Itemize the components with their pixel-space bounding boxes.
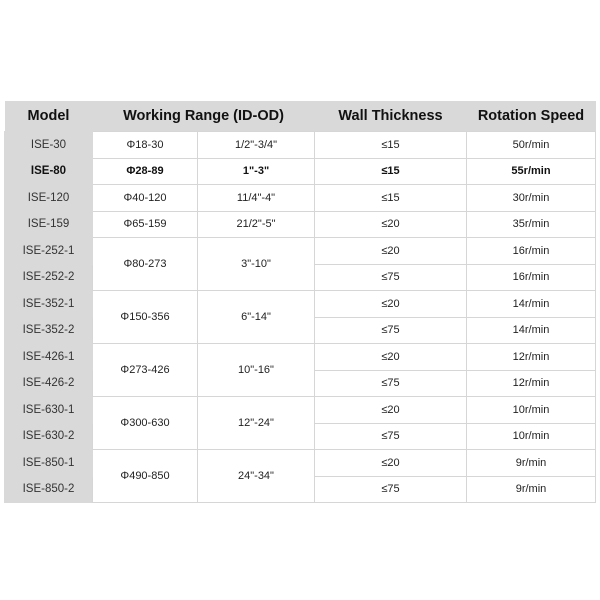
speed-cell: 16r/min	[467, 264, 596, 291]
range-mm-cell: Φ28-89	[93, 158, 198, 185]
range-in-cell: 21/2"-5"	[198, 211, 315, 238]
model-cell: ISE-630-1	[5, 397, 93, 424]
model-cell: ISE-30	[5, 132, 93, 159]
range-in-cell: 1"-3"	[198, 158, 315, 185]
model-cell: ISE-426-1	[5, 344, 93, 371]
wall-cell: ≤15	[315, 158, 467, 185]
speed-cell: 14r/min	[467, 291, 596, 318]
wall-cell: ≤20	[315, 450, 467, 477]
wall-cell: ≤20	[315, 291, 467, 318]
range-mm-cell: Φ150-356	[93, 291, 198, 344]
range-in-cell: 11/4"-4"	[198, 185, 315, 212]
speed-cell: 10r/min	[467, 423, 596, 450]
range-in-cell: 10"-16"	[198, 344, 315, 397]
model-cell: ISE-80	[5, 158, 93, 185]
speed-cell: 55r/min	[467, 158, 596, 185]
wall-cell: ≤20	[315, 238, 467, 265]
model-cell: ISE-120	[5, 185, 93, 212]
range-mm-cell: Φ490-850	[93, 450, 198, 503]
table-row	[5, 132, 596, 159]
wall-cell: ≤75	[315, 476, 467, 503]
header-row	[5, 101, 596, 132]
model-cell: ISE-252-1	[5, 238, 93, 265]
speed-cell: 50r/min	[467, 132, 596, 159]
wall-cell: ≤75	[315, 370, 467, 397]
model-cell: ISE-159	[5, 211, 93, 238]
range-mm-cell: Φ18-30	[93, 132, 198, 159]
range-mm-cell: Φ40-120	[93, 185, 198, 212]
wall-cell: ≤20	[315, 211, 467, 238]
header-rotation-speed: Rotation Speed	[467, 101, 596, 132]
speed-cell: 9r/min	[467, 476, 596, 503]
model-cell: ISE-630-2	[5, 423, 93, 450]
wall-cell: ≤20	[315, 344, 467, 371]
speed-cell: 35r/min	[467, 211, 596, 238]
table-row	[5, 238, 596, 265]
model-cell: ISE-352-1	[5, 291, 93, 318]
model-cell: ISE-252-2	[5, 264, 93, 291]
spec-table	[4, 101, 596, 503]
table-row	[5, 158, 596, 185]
header-working-range: Working Range (ID-OD)	[93, 101, 315, 132]
header-wall-thickness: Wall Thickness	[315, 101, 467, 132]
range-in-cell: 12"-24"	[198, 397, 315, 450]
range-in-cell: 1/2"-3/4"	[198, 132, 315, 159]
model-cell: ISE-850-2	[5, 476, 93, 503]
model-cell: ISE-850-1	[5, 450, 93, 477]
range-mm-cell: Φ300-630	[93, 397, 198, 450]
speed-cell: 10r/min	[467, 397, 596, 424]
table-row	[5, 291, 596, 318]
table-row	[5, 344, 596, 371]
table-row	[5, 397, 596, 424]
speed-cell: 16r/min	[467, 238, 596, 265]
range-mm-cell: Φ65-159	[93, 211, 198, 238]
range-mm-cell: Φ273-426	[93, 344, 198, 397]
range-in-cell: 6"-14"	[198, 291, 315, 344]
wall-cell: ≤75	[315, 317, 467, 344]
wall-cell: ≤15	[315, 185, 467, 212]
range-mm-cell: Φ80-273	[93, 238, 198, 291]
model-cell: ISE-426-2	[5, 370, 93, 397]
speed-cell: 12r/min	[467, 344, 596, 371]
speed-cell: 9r/min	[467, 450, 596, 477]
range-in-cell: 24"-34"	[198, 450, 315, 503]
wall-cell: ≤75	[315, 423, 467, 450]
range-in-cell: 3"-10"	[198, 238, 315, 291]
speed-cell: 12r/min	[467, 370, 596, 397]
wall-cell: ≤20	[315, 397, 467, 424]
header-model: Model	[5, 101, 93, 132]
wall-cell: ≤15	[315, 132, 467, 159]
table-row	[5, 450, 596, 477]
table-row	[5, 211, 596, 238]
speed-cell: 30r/min	[467, 185, 596, 212]
table-row	[5, 185, 596, 212]
model-cell: ISE-352-2	[5, 317, 93, 344]
wall-cell: ≤75	[315, 264, 467, 291]
speed-cell: 14r/min	[467, 317, 596, 344]
